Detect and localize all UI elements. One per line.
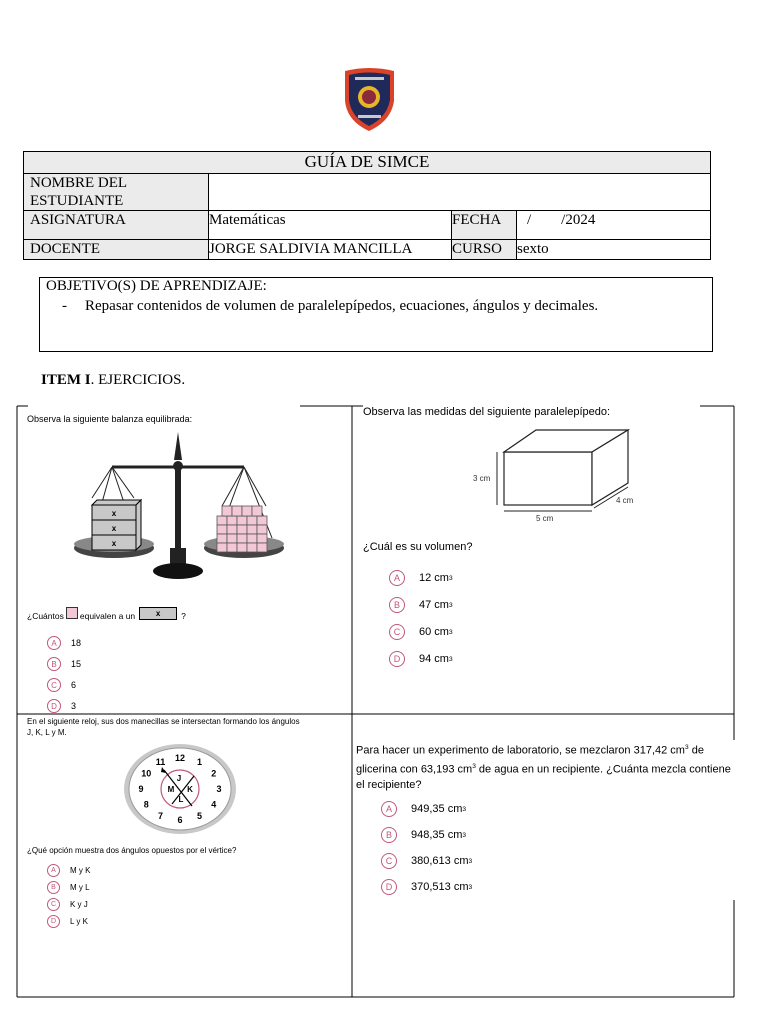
q4-line-2b: de agua en un recipiente. ¿Cuánta mezcla contiene <box>475 763 731 776</box>
option-unit-exponent: 3 <box>462 805 467 813</box>
q1-option-a[interactable] <box>47 636 81 650</box>
q4-sup-1: 3 <box>684 744 689 751</box>
small-cube <box>232 506 242 516</box>
option-text: 380,613 cm <box>411 855 469 867</box>
option-letter-circle: C <box>47 678 61 692</box>
angle-m-label: M <box>167 785 175 794</box>
q2-prompt: Observa las medidas del siguiente paralelepípedo: <box>363 406 611 418</box>
subject-label: ASIGNATURA <box>24 211 209 240</box>
small-cube <box>242 506 252 516</box>
small-cube <box>257 543 267 552</box>
small-cube <box>247 543 257 552</box>
q3-question: ¿Qué opción muestra dos ángulos opuestos por el vértice? <box>27 846 237 855</box>
clock-number: 11 <box>155 757 166 768</box>
q4-sup-2: 3 <box>472 762 476 770</box>
q3-prompt-line-1: En el siguiente reloj, sus dos manecillas se intersectan formando los ángulos <box>27 717 300 726</box>
small-cube <box>247 525 257 534</box>
objective-title: OBJETIVO(S) DE APRENDIZAJE: <box>46 278 267 294</box>
option-text: L y K <box>70 917 88 926</box>
x-box-icon: x <box>139 607 177 620</box>
q1-box-label-3: x <box>111 539 117 548</box>
q1-option-d[interactable] <box>47 699 76 713</box>
option-unit-exponent: 3 <box>448 601 453 609</box>
option-letter-circle: D <box>381 879 397 895</box>
option-letter-circle: D <box>47 915 60 928</box>
option-letter-circle: A <box>381 801 397 817</box>
option-text: 18 <box>71 638 82 648</box>
option-text: M y L <box>70 883 90 892</box>
q3-option-b[interactable] <box>47 881 90 894</box>
q4-option-d[interactable] <box>381 879 472 895</box>
q2-option-d[interactable] <box>389 651 453 667</box>
width-label: 5 cm <box>536 514 554 523</box>
small-cube <box>227 534 237 543</box>
option-text: 12 cm <box>419 572 449 584</box>
clock-number: 1 <box>196 757 203 768</box>
objective-item: Repasar contenidos de volumen de paralelepípedos, ecuaciones, ángulos y decimales. <box>85 298 599 314</box>
small-cube <box>237 525 247 534</box>
q2-option-b[interactable] <box>389 597 453 613</box>
q2-option-c[interactable] <box>389 624 453 640</box>
option-text: 948,35 cm <box>411 829 463 841</box>
clock-number: 12 <box>174 753 186 763</box>
option-unit-exponent: 3 <box>448 628 453 636</box>
option-unit-exponent: 3 <box>468 857 473 865</box>
small-cube <box>252 506 262 516</box>
small-cube <box>227 543 237 552</box>
q1-question-part-b: equivalen a un <box>79 610 136 621</box>
small-cube <box>237 534 247 543</box>
option-letter-circle: C <box>381 853 397 869</box>
small-cube <box>237 516 247 525</box>
course-label: CURSO <box>452 240 517 260</box>
clock-illustration <box>120 740 240 845</box>
clock-number: 6 <box>177 815 183 825</box>
option-text: M y K <box>70 866 91 875</box>
clock-number: 7 <box>157 810 164 821</box>
option-unit-exponent: 3 <box>448 574 453 582</box>
clock-number: 9 <box>138 784 144 794</box>
q3-option-d[interactable] <box>47 915 88 928</box>
option-text: 3 <box>71 701 77 711</box>
option-text: 949,35 cm <box>411 803 463 815</box>
small-cube <box>217 543 227 552</box>
small-cube <box>257 516 267 525</box>
q1-question <box>27 609 186 622</box>
q1-question-part-c: ? <box>181 610 186 621</box>
option-letter-circle: D <box>47 699 61 713</box>
clock-number: 5 <box>196 810 203 821</box>
option-letter-circle: A <box>389 570 405 586</box>
option-letter-circle: C <box>389 624 405 640</box>
clock-number: 2 <box>211 768 217 779</box>
student-name-field[interactable] <box>209 174 711 211</box>
small-cube <box>217 534 227 543</box>
option-letter-circle: B <box>389 597 405 613</box>
option-letter-circle: B <box>47 657 61 671</box>
small-cube <box>217 525 227 534</box>
option-letter-circle: B <box>47 881 60 894</box>
option-text: 47 cm <box>419 599 449 611</box>
option-text: 15 <box>71 659 82 669</box>
objective-bullet: - <box>62 298 67 314</box>
option-letter-circle: D <box>389 651 405 667</box>
option-text: K y J <box>70 900 88 909</box>
balance-scale-illustration <box>72 430 292 590</box>
option-letter-circle: B <box>381 827 397 843</box>
q2-option-a[interactable] <box>389 570 453 586</box>
option-text: 60 cm <box>419 626 449 638</box>
clock-number: 3 <box>216 784 222 794</box>
teacher-label: DOCENTE <box>24 240 209 260</box>
q3-option-a[interactable] <box>47 864 90 877</box>
option-unit-exponent: 3 <box>462 831 467 839</box>
q1-option-b[interactable] <box>47 657 81 671</box>
q1-box-label-1: x <box>111 509 117 518</box>
small-cube <box>222 506 232 516</box>
learning-objective-box <box>39 277 713 352</box>
q3-option-c[interactable] <box>47 898 88 911</box>
q4-prompt <box>356 740 731 793</box>
option-text: 6 <box>71 680 77 690</box>
q1-question-part-a: ¿Cuántos <box>27 610 64 621</box>
subject-value: Matemáticas <box>209 211 452 240</box>
small-cube <box>227 525 237 534</box>
section-heading-rest: . EJERCICIOS. <box>90 372 186 388</box>
small-cube <box>227 516 237 525</box>
small-cube <box>237 543 247 552</box>
clock-number: 4 <box>211 799 217 810</box>
q1-box-label-2: x <box>111 524 117 533</box>
option-text: 94 cm <box>419 653 449 665</box>
small-cube <box>217 516 227 525</box>
q1-prompt: Observa la siguiente balanza equilibrada: <box>27 414 193 424</box>
q1-option-c[interactable] <box>47 678 76 692</box>
section-heading-bold: ITEM I <box>41 372 91 388</box>
q4-line-2a: glicerina con 63,193 cm <box>356 763 473 776</box>
angle-k-label: K <box>187 785 193 794</box>
small-cube <box>247 516 257 525</box>
option-letter-circle: C <box>47 898 60 911</box>
school-logo <box>341 67 398 133</box>
q4-option-c[interactable] <box>381 853 472 869</box>
option-letter-circle: A <box>47 636 61 650</box>
teacher-value: JORGE SALDIVIA MANCILLA <box>209 240 452 260</box>
section-heading <box>41 372 185 389</box>
q4-line-1b: de <box>688 744 704 757</box>
q2-question: ¿Cuál es su volumen? <box>363 541 473 553</box>
date-label: FECHA <box>452 211 517 240</box>
small-cube <box>257 525 267 534</box>
student-info-table <box>23 151 711 260</box>
small-cube-icon <box>66 607 78 619</box>
angle-l-label: L <box>178 795 184 804</box>
guide-title: GUÍA DE SIMCE <box>24 152 711 174</box>
angle-j-label: J <box>176 774 182 783</box>
course-value: sexto <box>517 240 711 260</box>
small-cube <box>247 534 257 543</box>
q4-line-1a: Para hacer un experimento de laboratorio, se mezclaron 317,42 cm <box>356 744 685 757</box>
option-unit-exponent: 3 <box>468 883 473 891</box>
student-name-label: NOMBRE DEL ESTUDIANTE <box>24 174 209 211</box>
option-text: 370,513 cm <box>411 881 469 893</box>
q4-line-3: el recipiente? <box>356 779 422 792</box>
cube-stack <box>217 506 267 552</box>
parallelepiped-illustration <box>470 425 645 535</box>
clock-number: 8 <box>143 799 149 810</box>
option-unit-exponent: 3 <box>448 655 453 663</box>
depth-label: 4 cm <box>616 496 634 505</box>
q4-option-b[interactable] <box>381 827 466 843</box>
height-label: 3 cm <box>473 474 491 483</box>
option-letter-circle: A <box>47 864 60 877</box>
small-cube <box>257 534 267 543</box>
q3-prompt <box>27 716 300 738</box>
date-field[interactable]: / /2024 <box>517 211 711 240</box>
q3-prompt-line-2: J, K, L y M. <box>27 728 67 737</box>
clock-number: 10 <box>141 768 152 779</box>
q4-option-a[interactable] <box>381 801 466 817</box>
